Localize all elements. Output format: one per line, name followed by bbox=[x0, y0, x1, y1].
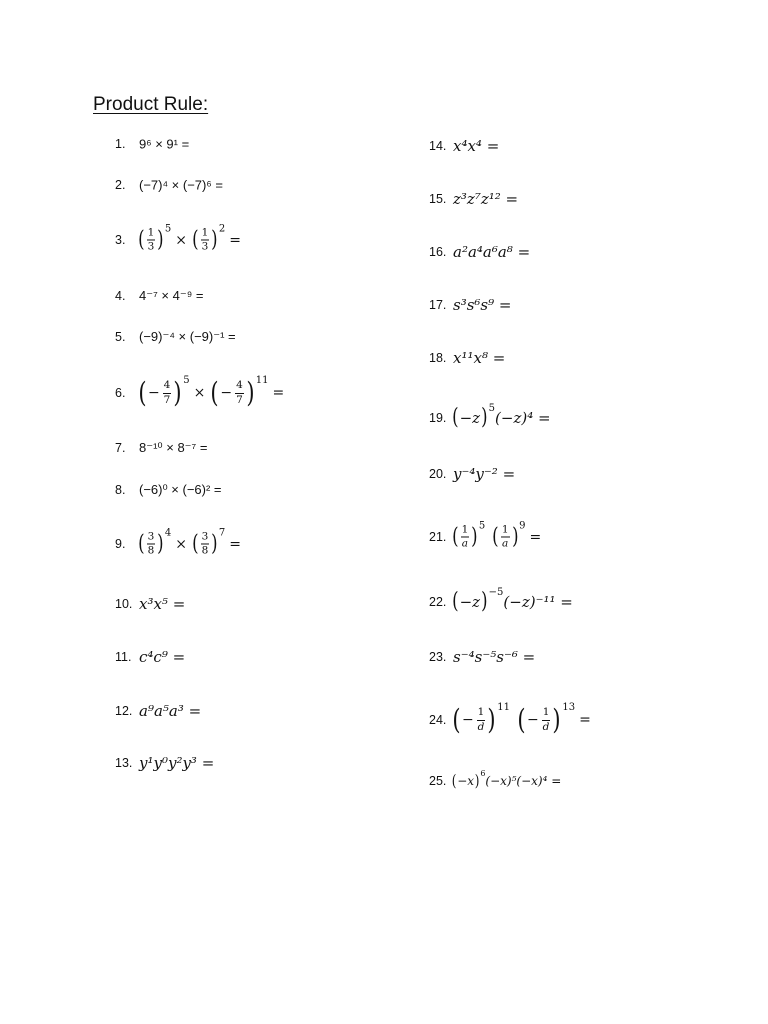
problem-expression: 9⁶ × 9¹ = bbox=[139, 136, 190, 152]
problem-expression: ( $\frac{1}{a}$ ) 5 ( $\frac{1}{a}$ ) 9 = bbox=[452, 520, 542, 550]
problem-expression: (−9)⁻⁴ × (−9)⁻¹ = bbox=[139, 329, 236, 344]
problem-expression: ( −x ) 6 (−x)⁵(−x)⁴ = bbox=[451, 769, 562, 790]
problem-11 bbox=[115, 645, 375, 669]
problem-expression: ( −z ) −5 (−z)⁻¹¹ = bbox=[452, 587, 573, 614]
problem-number: 25. bbox=[429, 774, 447, 788]
problem-number: 24. bbox=[429, 713, 447, 727]
problem-expression: c⁴c⁹ = bbox=[139, 648, 186, 666]
problem-expression: s⁻⁴s⁻⁵s⁻⁶ = bbox=[453, 648, 536, 666]
problem-number: 21. bbox=[429, 530, 447, 544]
problem-expression: ( − $\frac{4}{7}$ ) 5 × ( − $\frac{4}{7}$ ) 11 = bbox=[138, 375, 285, 409]
problem-number: 13. bbox=[115, 756, 133, 770]
problem-expression: z³z⁷z¹² = bbox=[453, 190, 519, 208]
problem-number: 9. bbox=[115, 537, 126, 551]
problem-expression: ( $\frac{1}{3}$ ) 5 × ( $\frac{1}{3}$ ) 2 = bbox=[138, 223, 241, 253]
problem-23 bbox=[429, 645, 689, 669]
problem-number: 6. bbox=[115, 386, 126, 400]
problem-19 bbox=[429, 402, 689, 434]
problem-number: 4. bbox=[115, 289, 126, 303]
problem-16 bbox=[429, 240, 689, 264]
problem-number: 2. bbox=[115, 178, 126, 192]
problem-18 bbox=[429, 346, 689, 370]
page-title: Product Rule: bbox=[93, 94, 209, 115]
problem-number: 3. bbox=[115, 233, 126, 247]
problem-expression: ( $\frac{3}{8}$ ) 4 × ( $\frac{3}{8}$ ) 7 = bbox=[138, 527, 241, 557]
problem-3 bbox=[115, 218, 375, 262]
problem-20 bbox=[429, 462, 689, 486]
problem-number: 16. bbox=[429, 245, 447, 259]
problem-number: 1. bbox=[115, 137, 126, 151]
problem-number: 10. bbox=[115, 597, 133, 611]
problem-number: 17. bbox=[429, 298, 447, 312]
problem-1 bbox=[115, 133, 375, 155]
problem-17 bbox=[429, 293, 689, 317]
problem-number: 7. bbox=[115, 441, 126, 455]
problem-21 bbox=[429, 515, 689, 559]
problem-22 bbox=[429, 586, 689, 618]
problem-number: 19. bbox=[429, 411, 447, 425]
problem-number: 14. bbox=[429, 139, 447, 153]
problem-5 bbox=[115, 326, 375, 348]
problem-expression: a²a⁴a⁶a⁸ = bbox=[453, 243, 531, 261]
problem-number: 11. bbox=[115, 650, 132, 664]
problem-10 bbox=[115, 592, 375, 616]
problem-expression: y¹y⁰y²y³ = bbox=[139, 754, 215, 772]
problem-12 bbox=[115, 699, 375, 723]
problem-expression: (−7)⁴ × (−7)⁶ = bbox=[139, 177, 223, 193]
problem-number: 8. bbox=[115, 483, 126, 497]
problem-number: 15. bbox=[429, 192, 447, 206]
problem-expression: ( − $\frac{1}{d}$ ) 11 ( − $\frac{1}{d}$ ) 13 = bbox=[452, 702, 591, 736]
problem-expression: x³x⁵ = bbox=[139, 595, 186, 613]
problem-number: 20. bbox=[429, 467, 447, 481]
problem-14 bbox=[429, 134, 689, 158]
problem-8 bbox=[115, 479, 375, 501]
problem-expression: x¹¹x⁸ = bbox=[453, 349, 506, 367]
problem-expression: s³s⁶s⁹ = bbox=[453, 296, 512, 314]
problem-15 bbox=[429, 187, 689, 211]
problem-number: 5. bbox=[115, 330, 126, 344]
problem-9 bbox=[115, 522, 375, 566]
problem-number: 18. bbox=[429, 351, 447, 365]
problem-6 bbox=[115, 370, 395, 416]
problem-expression: a⁹a⁵a³ = bbox=[139, 702, 202, 720]
problem-number: 12. bbox=[115, 704, 133, 718]
problem-expression: x⁴x⁴ = bbox=[453, 137, 500, 155]
problem-expression: 4⁻⁷ × 4⁻⁹ = bbox=[139, 288, 204, 303]
problem-expression: (−6)⁰ × (−6)² = bbox=[139, 482, 222, 497]
problem-25 bbox=[429, 768, 689, 794]
problem-expression: ( −z ) 5 (−z)⁴ = bbox=[452, 403, 551, 430]
problem-expression: y⁻⁴y⁻² = bbox=[453, 465, 516, 483]
problem-13 bbox=[115, 751, 375, 775]
problem-24 bbox=[429, 697, 729, 743]
problem-7 bbox=[115, 437, 375, 459]
problem-2 bbox=[115, 174, 375, 196]
problem-expression: 8⁻¹⁰ × 8⁻⁷ = bbox=[139, 440, 208, 455]
problem-4 bbox=[115, 285, 375, 307]
problem-number: 22. bbox=[429, 595, 447, 609]
problem-number: 23. bbox=[429, 650, 447, 664]
